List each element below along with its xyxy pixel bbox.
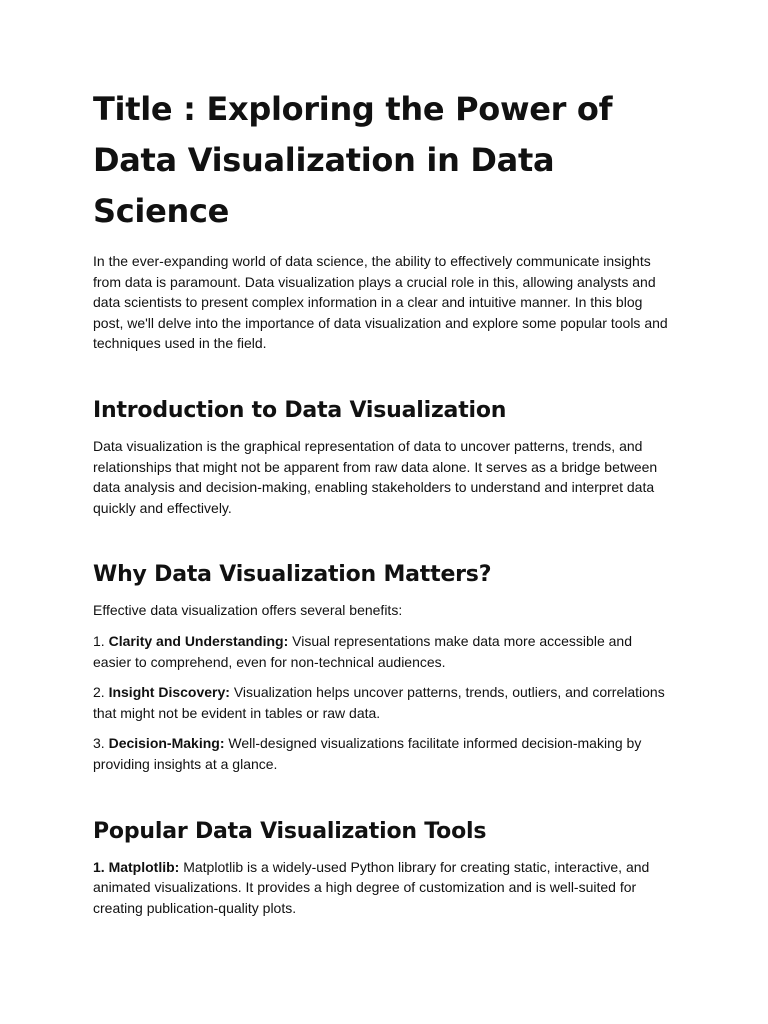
benefit-label: Clarity and Understanding: — [108, 632, 289, 649]
section-heading-tools: Popular Data Visualization Tools — [93, 818, 487, 844]
section-heading-why-matters: Why Data Visualization Matters? — [93, 562, 492, 588]
benefit-text: Visual representations make data more accessible and easier to comprehend, even for non-technical audiences. — [93, 632, 632, 670]
benefit-text: Well-designed visualizations facilitate informed decision-making by providing insights at a glance. — [93, 735, 642, 772]
tool-label: 1. Matplotlib: — [93, 858, 180, 875]
benefit-number: 3. — [93, 735, 105, 752]
section-heading-introduction: Introduction to Data Visualization — [93, 397, 507, 423]
intro-paragraph: In the ever-expanding world of data science, the ability to effectively communicate insights from data is paramount. Data visualization plays a crucial role in this, allowing analysts and data scientists to present complex information in a clear and intuitive manner. In this blog post, we'll delve into the importance of data visualization and explore some popular tools and techniques used in the field. — [93, 253, 668, 352]
benefit-label: Decision-Making: — [108, 735, 225, 752]
benefit-text: Visualization helps uncover patterns, trends, outliers, and correlations that might not be evident in tables or raw data. — [93, 684, 665, 721]
benefit-item — [93, 733, 673, 774]
tool-text: Matplotlib is a widely-used Python library for creating static, interactive, and animated visualizations. It provides a high degree of customization and is well-suited for creating publication-quality plots. — [93, 858, 650, 916]
benefits-lead-paragraph: Effective data visualization offers several benefits: — [93, 602, 403, 619]
introduction-paragraph: Data visualization is the graphical representation of data to uncover patterns, trends, and relationships that might not be apparent from raw data alone. It serves as a bridge between data analysis and decision-making, enabling stakeholders to understand and interpret data quickly and effectively. — [93, 437, 658, 516]
tool-item — [93, 857, 673, 919]
document-title: Title : Exploring the Power of Data Visualization in Data Science — [93, 90, 613, 230]
benefit-item — [93, 682, 673, 723]
benefit-label: Insight Discovery: — [108, 684, 230, 701]
benefit-number: 1. — [93, 632, 105, 649]
benefit-item — [93, 631, 673, 672]
benefit-number: 2. — [93, 684, 105, 701]
document-page — [93, 84, 673, 918]
